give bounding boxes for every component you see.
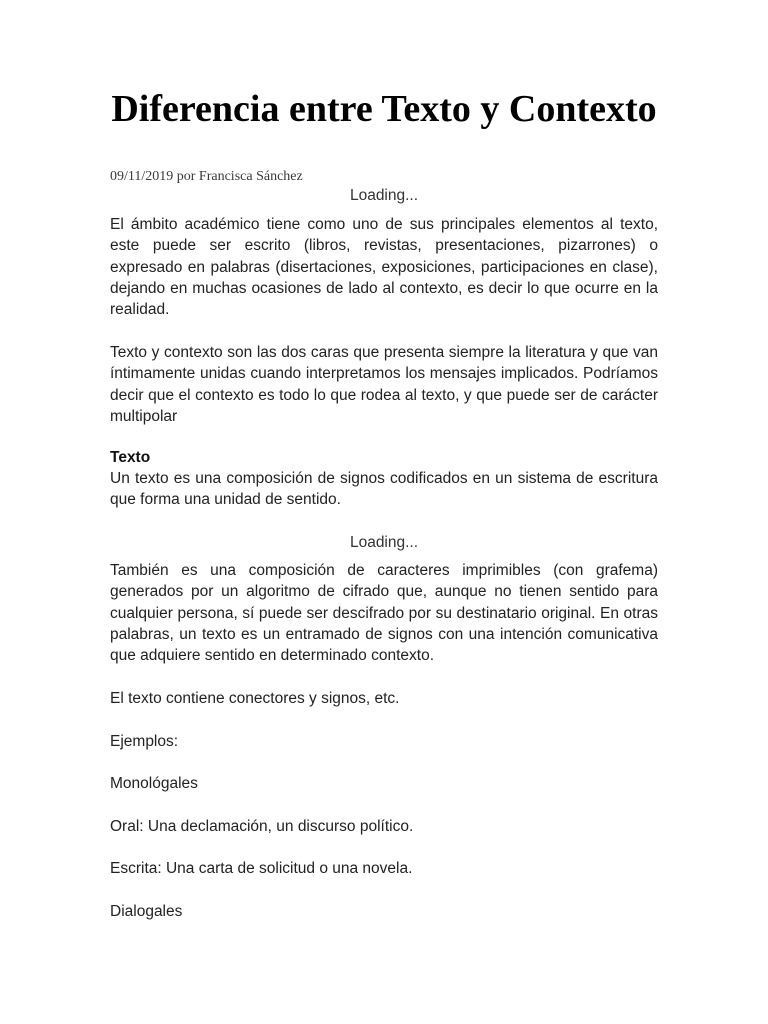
paragraph-text-composition: También es una composición de caracteres imprimibles (con grafema) generados por un algoritmo de cifrado que, aunque no tienen sentido para cualquier persona, sí puede ser descifrado por su destinatario original. En otras palabras, un texto es un entramado de signos con una intención comunicativa que adquiere sentido en determinado contexto. <box>110 562 658 665</box>
line-dialogales: Dialogales <box>110 903 183 920</box>
article-byline: 09/11/2019 por Francisca Sánchez <box>110 169 303 184</box>
line-oral: Oral: Una declamación, un discurso político. <box>110 818 414 835</box>
loading-placeholder: Loading... <box>349 534 419 551</box>
line-escrita: Escrita: Una carta de solicitud o una novela. <box>110 860 413 877</box>
article-title: Diferencia entre Texto y Contexto <box>111 88 657 130</box>
line-connectors: El texto contiene conectores y signos, etc. <box>110 690 400 707</box>
paragraph-text-context: Texto y contexto son las dos caras que presenta siempre la literatura y que van íntimamente unidas cuando interpretamos los mensajes implicados. Podríamos decir que el contexto es todo lo que rodea al texto, y que puede ser de carácter multipolar <box>110 344 658 425</box>
section-heading-texto: Texto <box>110 449 151 466</box>
loading-placeholder: Loading... <box>349 187 419 204</box>
line-monologales: Monológales <box>110 775 198 792</box>
paragraph-intro: El ámbito académico tiene como uno de sus principales elementos al texto, este puede ser escrito (libros, revistas, presentaciones, pizarrones) o expresado en palabras (disertaciones, exposiciones, participaciones en clase), dejando en muchas ocasiones de lado al contexto, es decir lo que ocurre en la realidad. <box>110 216 658 319</box>
paragraph-text-definition: Un texto es una composición de signos codificados en un sistema de escritura que forma una unidad de sentido. <box>110 470 658 509</box>
line-examples: Ejemplos: <box>110 733 179 750</box>
